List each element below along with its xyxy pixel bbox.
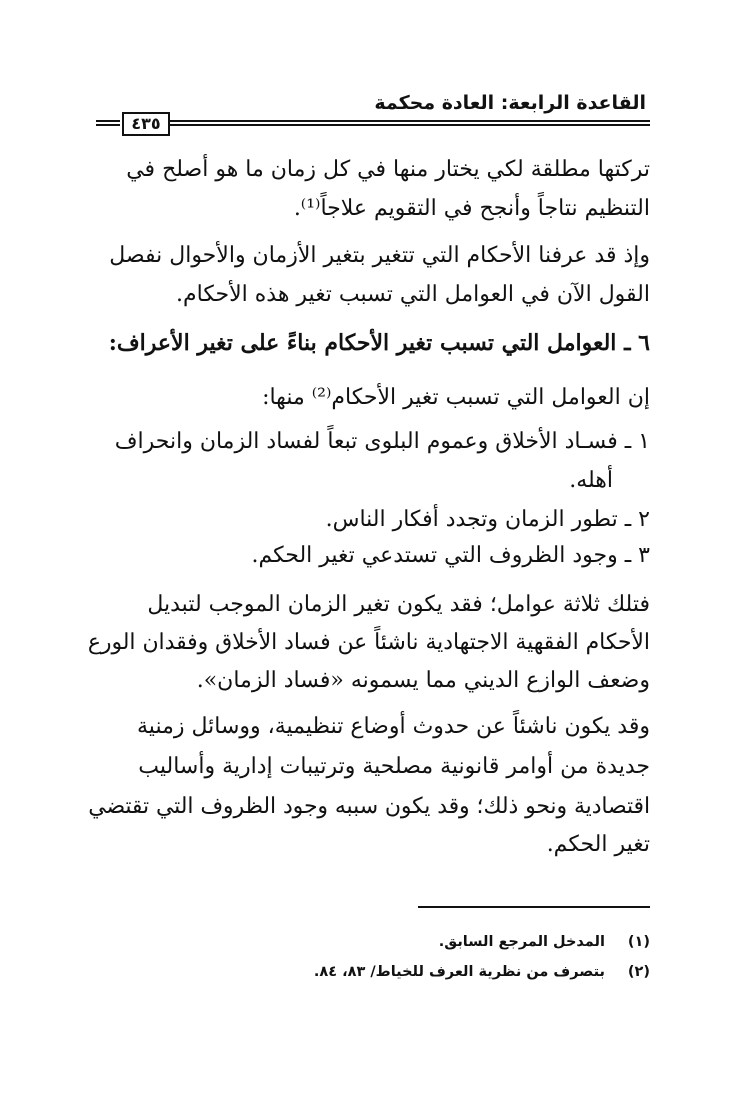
footnote-2-number: (٢): [627, 964, 650, 980]
header-double-rule: [170, 120, 650, 126]
list-item-3: ٣ ـ وجود الظروف التي تستدعي تغير الحكم.: [251, 543, 650, 568]
paragraph-1-line-1: تركتها مطلقة لكي يختار منها في كل زمان ما هو أصلح في: [126, 157, 650, 182]
paragraph-2-line-1: وإذ قد عرفنا الأحكام التي تتغير بتغير الأزمان والأحوال نفصل: [109, 243, 650, 268]
paragraph-4-line-3: اقتصادية ونحو ذلك؛ وقد يكون سببه وجود الظروف التي تقتضي: [88, 794, 650, 819]
header-left-mark: [96, 120, 120, 126]
paragraph-3-line-3: وضعف الوازع الديني مما يسمونه «فساد الزمان».: [196, 668, 650, 693]
paragraph-2-line-2: القول الآن في العوامل التي تسبب تغير هذه الأحكام.: [176, 282, 650, 307]
list-item-1-line-2: أهله.: [569, 468, 613, 493]
paragraph-4-line-4: تغير الحكم.: [546, 832, 650, 857]
footnote-2: [314, 962, 650, 982]
list-item-1-line-1: ١ ـ فسـاد الأخلاق وعموم البلوى تبعاً لفساد الزمان وانحراف: [114, 429, 650, 454]
paragraph-1-line-2: التنظيم نتاجاً وأنجح في التقويم علاجاً⁽¹⁾.: [293, 196, 650, 221]
footnote-2-text: بتصرف من نظرية العرف للخياط/ ٨٣، ٨٤.: [313, 964, 605, 980]
footnote-1-number: (١): [627, 934, 650, 950]
paragraph-4-line-2: جديدة من أوامر قانونية مصلحية وترتيبات إدارية وأساليب: [138, 754, 650, 779]
footnote-1-text: المدخل المرجع السابق.: [438, 934, 605, 950]
intro-line: إن العوامل التي تسبب تغير الأحكام⁽²⁾ منها:: [262, 385, 650, 410]
paragraph-4-line-1: وقد يكون ناشئاً عن حدوث أوضاع تنظيمية، ووسائل زمنية: [137, 714, 650, 739]
paragraph-3-line-2: الأحكام الفقهية الاجتهادية ناشئاً عن فساد الأخلاق وفقدان الورع: [87, 630, 650, 655]
page-number-box: ٤٣٥: [122, 112, 170, 136]
list-item-2: ٢ ـ تطور الزمان وتجدد أفكار الناس.: [325, 507, 650, 532]
footnote-separator: [418, 906, 650, 908]
section-heading: ٦ ـ العوامل التي تسبب تغير الأحكام بناءً على تغير الأعراف:: [108, 330, 650, 356]
paragraph-3-line-1: فتلك ثلاثة عوامل؛ فقد يكون تغير الزمان الموجب لتبديل: [147, 592, 650, 617]
running-header-title: القاعدة الرابعة: العادة محكمة: [374, 92, 646, 114]
footnote-1: [439, 932, 650, 952]
